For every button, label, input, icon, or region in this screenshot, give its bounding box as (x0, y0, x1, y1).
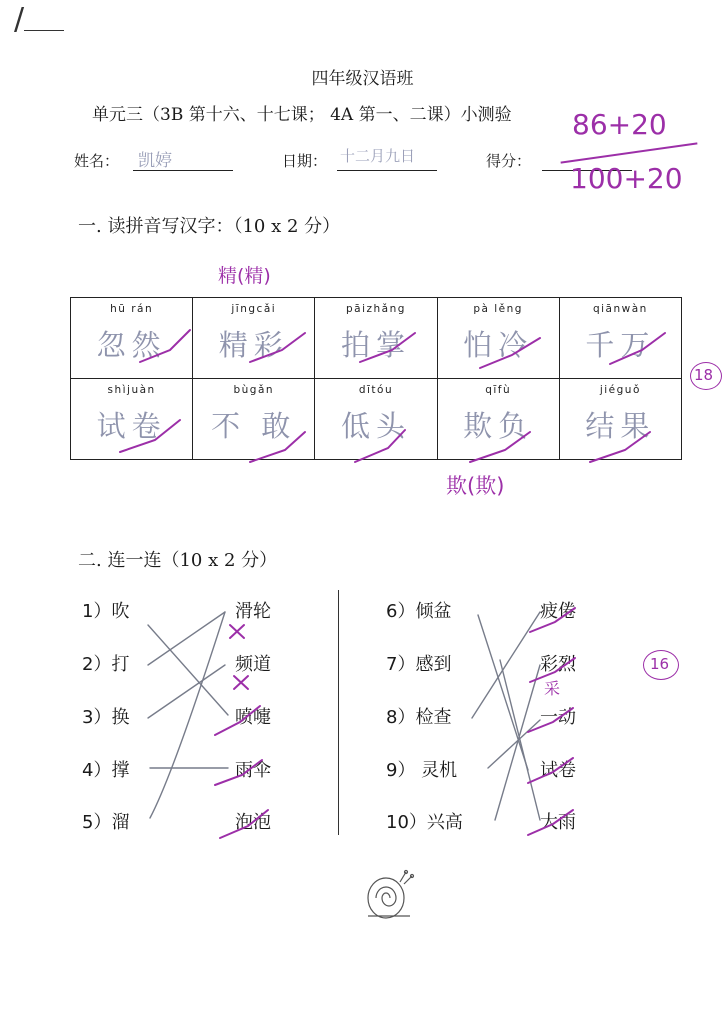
pinyin-text: pà lěng (473, 303, 523, 315)
match-right-item: 喷嚏 (235, 707, 271, 728)
pinyin-text: pāizhǎng (346, 303, 406, 315)
check-mark-icon (528, 758, 573, 783)
check-mark-icon (530, 608, 575, 632)
cross-mark-icon (234, 676, 248, 689)
section-2-correction-note: 采 (544, 679, 561, 698)
score-value: 86+20 (572, 108, 667, 141)
check-mark-icon (215, 706, 260, 735)
answer-text: 怕冷 (463, 328, 534, 362)
answer-text: 拍掌 (340, 328, 411, 362)
section-2-heading: 二. 连一连（10 x 2 分） (78, 550, 278, 571)
answer-text: 精彩 (218, 328, 289, 362)
pinyin-text: qīfù (485, 384, 512, 396)
answer-text: 不 敢 (211, 409, 297, 443)
match-right-item: 雨伞 (235, 760, 271, 781)
check-mark-icon (528, 708, 573, 732)
correction-above-table: 精(精) (218, 265, 271, 287)
name-label: 姓名： (74, 152, 120, 170)
score-total: 100+20 (570, 162, 683, 195)
match-left-item: 1）吹 (82, 601, 130, 622)
pinyin-text: jiéguǒ (599, 384, 641, 396)
section-2-score: 16 (650, 655, 670, 673)
page-title: 四年级汉语班 (311, 69, 414, 89)
answer-text: 欺负 (463, 409, 534, 443)
match-right-item: 试卷 (540, 760, 576, 781)
match-right-item: 频道 (235, 654, 271, 675)
match-left-item: 5）溜 (82, 812, 130, 833)
match-left-item: 2）打 (82, 654, 130, 675)
match-right-item: 彩烈 (540, 654, 576, 675)
pinyin-text: dītóu (358, 384, 394, 396)
answer-text: 忽然 (96, 328, 167, 362)
pinyin-text: shìjuàn (107, 384, 156, 396)
snail-doodle-icon (360, 868, 420, 923)
match-right-item: 滑轮 (235, 601, 271, 622)
section-1-heading: 一. 读拼音写汉字：（10 x 2 分） (78, 216, 341, 237)
match-left-item: 4）撑 (82, 760, 130, 781)
check-mark-icon (528, 810, 573, 835)
match-left-item: 6）倾盆 (386, 601, 452, 622)
match-left-item: 8）检查 (386, 707, 452, 728)
match-left-item: 10）兴高 (386, 812, 463, 833)
answer-text: 结果 (585, 409, 656, 443)
name-value: 凯婷 (138, 151, 172, 171)
cross-mark-icon (230, 625, 244, 638)
answer-text: 试卷 (96, 409, 167, 443)
answer-text: 低头 (340, 409, 411, 443)
pinyin-text: jīngcǎi (231, 303, 277, 315)
corner-mark: / (14, 2, 25, 37)
score-label: 得分： (486, 152, 532, 170)
match-right-item: 疲倦 (540, 601, 576, 622)
match-left-item: 9） 灵机 (386, 760, 458, 781)
check-mark-icon (220, 810, 268, 838)
match-right-item: 一动 (540, 707, 576, 728)
match-left-item: 3）换 (82, 707, 130, 728)
date-value: 十二月九日 (340, 147, 416, 165)
pinyin-text: qiānwàn (592, 303, 648, 315)
pinyin-text: bùgǎn (233, 384, 275, 396)
correction-below-table: 欺(欺) (446, 474, 505, 498)
match-right-item: 大雨 (540, 812, 576, 833)
match-left-item: 7）感到 (386, 654, 452, 675)
answer-text: 千万 (585, 328, 656, 362)
page-subtitle: 单元三（3B 第十六、十七课； 4A 第一、二课）小测验 (92, 105, 512, 125)
pinyin-text: hū rán (110, 303, 154, 315)
check-mark-icon (215, 760, 262, 785)
section-1-score: 18 (694, 366, 714, 384)
match-right-item: 泡泡 (235, 812, 271, 833)
match-line (148, 665, 225, 718)
match-line (478, 615, 528, 770)
date-label: 日期： (282, 152, 328, 170)
match-line (150, 612, 225, 818)
